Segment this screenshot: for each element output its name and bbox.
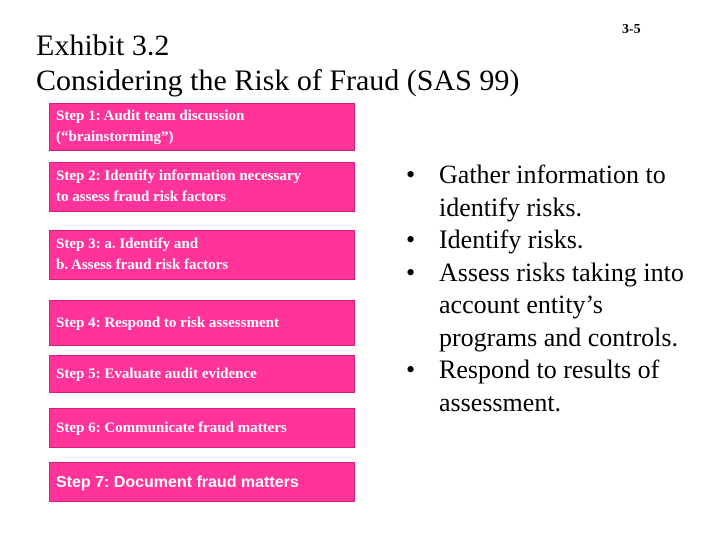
bullet-dot-icon: • — [406, 225, 416, 254]
step-6-label: Step 6: Communicate fraud matters — [56, 419, 287, 436]
bullet-text: Assess risks taking into account entity’s programs and controls. — [439, 257, 684, 352]
bullet-text: Identify risks. — [439, 225, 584, 254]
step-5-box — [49, 355, 355, 393]
step-1-box — [49, 103, 355, 151]
slide-number: 3-5 — [622, 22, 641, 37]
step-7-label: Step 7: Document fraud matters — [56, 473, 299, 491]
bullet-dot-icon: • — [406, 355, 416, 384]
step-3-line-2: b. Assess fraud risk factors — [56, 257, 229, 273]
step-4-label: Step 4: Respond to risk assessment — [56, 314, 279, 331]
bullet-item — [403, 159, 703, 224]
bullet-dot-icon: • — [406, 257, 416, 287]
bullet-list — [403, 159, 703, 419]
bullet-text: Respond to results of assessment. — [439, 355, 660, 417]
step-4-box — [49, 300, 355, 346]
bullet-dot-icon: • — [406, 160, 416, 189]
step-6-box — [49, 408, 355, 448]
bullet-item — [403, 354, 703, 419]
bullet-item — [403, 257, 703, 355]
step-7-box — [49, 462, 355, 502]
step-2-line-2: to assess fraud risk factors — [56, 189, 226, 205]
step-5-label: Step 5: Evaluate audit evidence — [56, 365, 257, 382]
title-line-1: Exhibit 3.2 — [36, 29, 170, 62]
page-title — [36, 28, 519, 98]
bullet-item — [403, 224, 703, 257]
step-3-line-1: Step 3: a. Identify and — [56, 236, 199, 252]
title-line-2: Considering the Risk of Fraud (SAS 99) — [36, 64, 520, 97]
step-1-line-1: Step 1: Audit team discussion — [56, 108, 245, 124]
step-2-line-1: Step 2: Identify information necessary — [56, 168, 301, 184]
step-1-line-2: (“brainstorming”) — [56, 129, 174, 145]
step-2-box — [49, 162, 355, 212]
bullet-text: Gather information to identify risks. — [439, 160, 666, 222]
step-3-box — [49, 230, 355, 280]
